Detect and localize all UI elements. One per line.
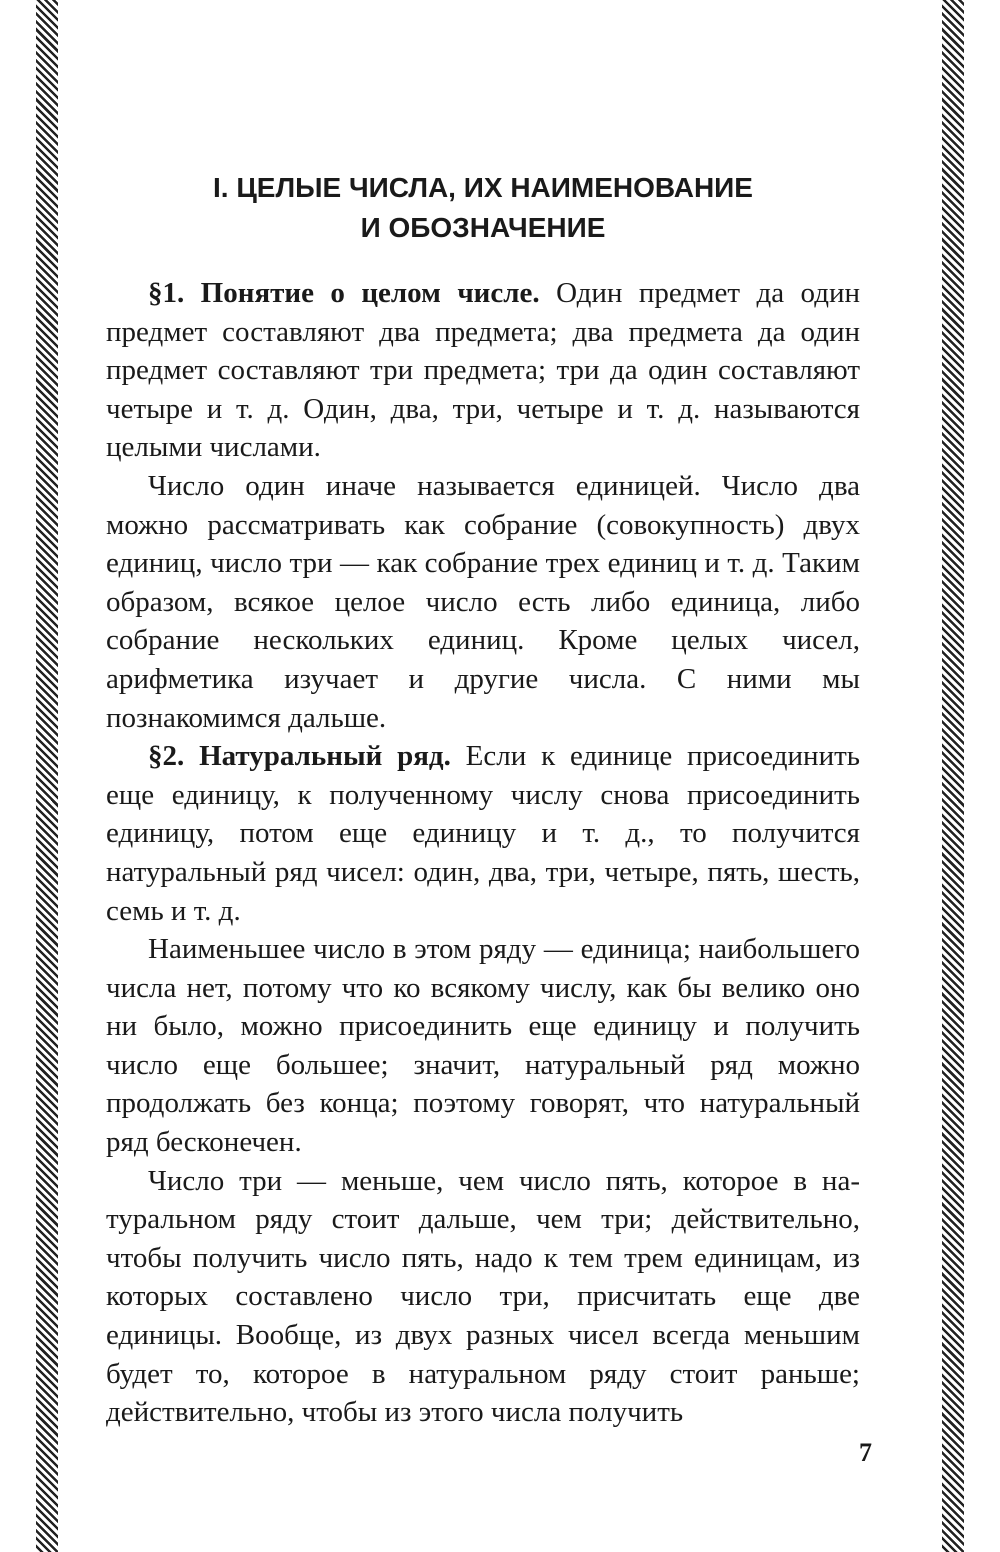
paragraph-1-text: Один предмет да один предмет составляют два предмета; два предмета да один предмет составляют три предмета; три да один составляют четыре и т. д. Один, два, три, четыре и т. д. называются целыми числами. — [106, 277, 860, 464]
chapter-title — [106, 168, 860, 248]
section-heading-1: §1. Понятие о целом числе. — [148, 277, 540, 309]
paragraph-1 — [106, 274, 860, 467]
paragraph-5-text: Число три — меньше, чем число пять, которое в натуральном ряду стоит дальше, чем три; действительно, чтобы получить число пять, надо к тем трем единицам, из которых составлено число три, присчитать еще две единицы. Вообще, из двух разных чисел всегда меньшим будет то, которое в натуральном ряду стоит раньше; действительно, чтобы из этого числа получить — [106, 1164, 860, 1429]
page-content — [106, 168, 860, 1432]
decorative-border-left — [36, 0, 58, 1552]
section-heading-2: §2. Натуральный ряд. — [148, 740, 451, 773]
paragraph-3-text: Если к единице присоединить еще единицу, к полученному числу снова присоединить единицу, потом еще единицу и т. д., то получится натуральный ряд чисел: один, два, три, четыре, пять, шесть, семь и т. д. — [106, 740, 860, 927]
paragraph-3 — [106, 737, 860, 930]
paragraph-2 — [106, 467, 860, 737]
paragraph-2-text: Число один иначе называется единицей. Число два можно рассматривать как собрание (совокупность) двух единиц, число три — как собрание трех единиц и т. д. Таким образом, всякое целое число есть либо единица, либо собрание нескольких единиц. Кроме целых чисел, арифметика изучает и другие числа. С ними мы познакомимся дальше. — [106, 469, 860, 734]
paragraph-4-text: Наименьшее число в этом ряду — единица; наибольшего числа нет, потому что ко всякому числу, как бы велико оно ни было, можно присоединить еще единицу и получить число еще большее; значит, натуральный ряд можно продолжать без конца; поэтому говорят, что натуральный ряд бесконечен. — [106, 933, 860, 1159]
chapter-title-line-1: I. ЦЕЛЫЕ ЧИСЛА, ИХ НАИМЕНОВАНИЕ — [213, 172, 753, 203]
decorative-border-right — [942, 0, 964, 1552]
page-number: 7 — [859, 1438, 872, 1467]
paragraph-5 — [106, 1162, 860, 1432]
chapter-title-line-2: И ОБОЗНАЧЕНИЕ — [360, 212, 606, 243]
paragraph-4 — [106, 930, 860, 1162]
